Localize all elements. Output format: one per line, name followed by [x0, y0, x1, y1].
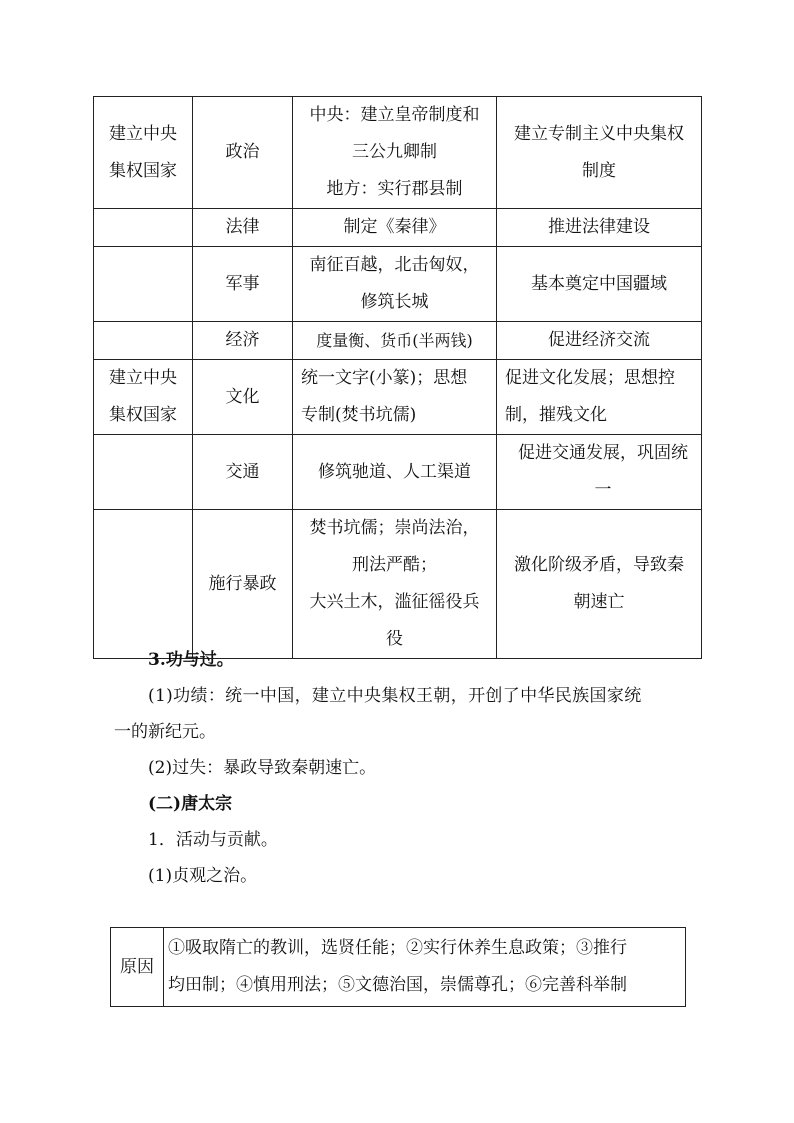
- table-row: [94, 435, 702, 510]
- aspect-cell: 施行暴政: [193, 510, 293, 659]
- reason-line-2: 均田制；④慎用刑法；⑤文德治国，崇儒尊孔；⑥完善科举制: [168, 975, 627, 995]
- measure-cell: 南征百越，北击匈奴， 修筑长城: [293, 247, 497, 322]
- table-row: [94, 322, 702, 360]
- effect-cell: 激化阶级矛盾，导致秦 朝速亡: [497, 510, 702, 659]
- measure-cell: 制定《秦律》: [293, 209, 497, 247]
- activities-heading: 1．活动与贡献。: [148, 830, 278, 850]
- aspect-cell: 政治: [193, 97, 293, 209]
- aspect-cell: 军事: [193, 247, 293, 322]
- category-cell: [94, 435, 193, 510]
- category-cell: [94, 510, 193, 659]
- merit-line-1: (1)功绩：统一中国，建立中央集权王朝，开创了中华民族国家统: [148, 686, 642, 706]
- reason-row: [111, 928, 686, 1007]
- measure-cell: 焚书坑儒；崇尚法治， 刑法严酷； 大兴土木，滥征徭役兵 役: [293, 510, 497, 659]
- aspect-cell: 经济: [193, 322, 293, 360]
- effect-cell: 推进法律建设: [497, 209, 702, 247]
- table-row: [94, 247, 702, 322]
- category-cell: [94, 247, 193, 322]
- reason-table: [110, 927, 686, 1007]
- effect-cell: 促进经济交流: [497, 322, 702, 360]
- category-cell: [94, 322, 193, 360]
- reason-content: [164, 928, 686, 1007]
- qin-policies-table: [93, 96, 702, 659]
- aspect-cell: 交通: [193, 435, 293, 510]
- measure-cell: 统一文字(小篆)；思想 专制(焚书坑儒): [293, 360, 497, 435]
- measure-cell: 中央：建立皇帝制度和 三公九卿制 地方：实行郡县制: [293, 97, 497, 209]
- merit-line-2: 一的新纪元。: [114, 722, 216, 742]
- measure-cell: 度量衡、货币(半两钱): [293, 322, 497, 360]
- aspect-cell: 文化: [193, 360, 293, 435]
- category-cell: 建立中央 集权国家: [94, 360, 193, 435]
- reason-label: 原因: [111, 928, 164, 1007]
- effect-cell: 基本奠定中国疆域: [497, 247, 702, 322]
- zhenguan-heading: (1)贞观之治。: [148, 866, 258, 886]
- measure-cell: 修筑驰道、人工渠道: [293, 435, 497, 510]
- fault-line: (2)过失：暴政导致秦朝速亡。: [148, 758, 377, 778]
- table-row: [94, 209, 702, 247]
- table-row: [94, 360, 702, 435]
- section-3-heading: 3.功与过。: [148, 650, 234, 670]
- table-row: [94, 510, 702, 659]
- reason-line-1: ①吸取隋亡的教训，选贤任能；②实行休养生息政策；③推行: [168, 938, 627, 958]
- tang-taizong-heading: (二)唐太宗: [148, 794, 233, 814]
- category-cell: [94, 209, 193, 247]
- effect-cell: 促进文化发展；思想控 制，摧残文化: [497, 360, 702, 435]
- table-row: [94, 97, 702, 209]
- category-cell: 建立中央 集权国家: [94, 97, 193, 209]
- aspect-cell: 法律: [193, 209, 293, 247]
- effect-cell: 促进交通发展，巩固统 一: [497, 435, 702, 510]
- effect-cell: 建立专制主义中央集权 制度: [497, 97, 702, 209]
